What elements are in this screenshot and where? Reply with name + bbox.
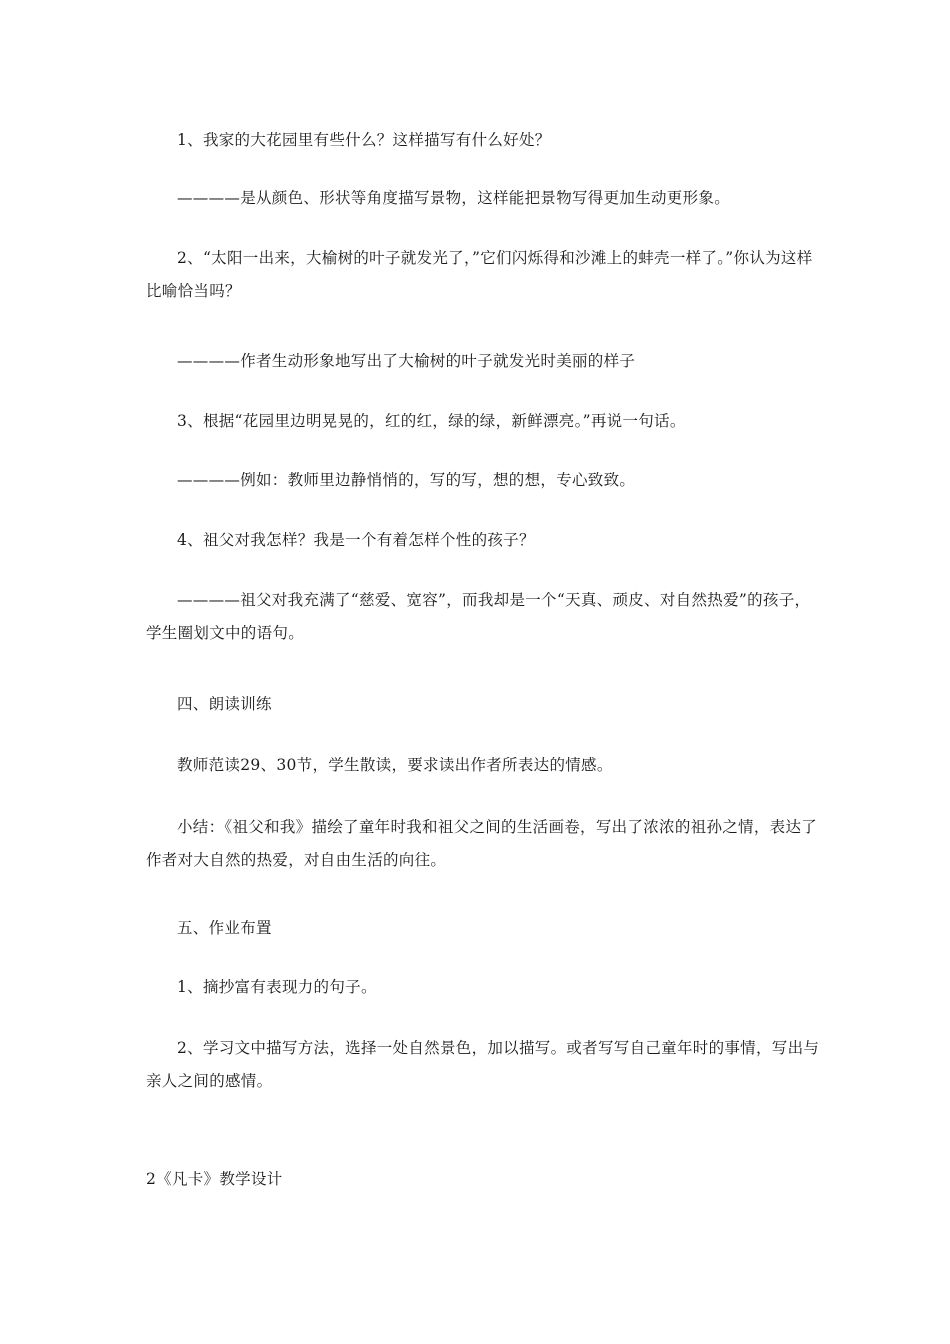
question-1: 1、我家的大花园里有些什么？这样描写有什么好处？ [177,131,551,149]
answer-2: ————作者生动形象地写出了大榆树的叶子就发光时美丽的样子 [177,352,636,370]
question-2: 2、“太阳一出来，大榆树的叶子就发光了，”它们闪烁得和沙滩上的蚌壳一样了。”你认为这样比喻恰当吗？ [146,249,813,300]
homework-item-2: 2、学习文中描写方法，选择一处自然景色，加以描写。或者写写自己童年时的事情，写出与亲人之间的感情。 [146,1039,820,1090]
answer-1: ————是从颜色、形状等角度描写景物，这样能把景物写得更加生动更形象。 [177,189,731,207]
answer-3: ————例如：教师里边静悄悄的，写的写，想的想，专心致致。 [177,471,636,489]
next-lesson-title: 2《凡卡》教学设计 [146,1170,283,1188]
section-heading-homework: 五、作业布置 [177,919,272,937]
answer-4: ————祖父对我充满了“慈爱、宽容”，而我却是一个“天真、顽皮、对自然热爱”的孩子，学生圈划文中的语句。 [146,591,811,642]
homework-item-1: 1、摘抄富有表现力的句子。 [177,978,377,996]
question-4: 4、祖父对我怎样？我是一个有着怎样个性的孩子？ [177,531,535,549]
section-heading-reading: 四、朗读训练 [177,695,272,713]
reading-instruction: 教师范读29、30节，学生散读，要求读出作者所表达的情感。 [177,756,613,774]
summary-paragraph: 小结：《祖父和我》描绘了童年时我和祖父之间的生活画卷，写出了浓浓的祖孙之情，表达了作者对大自然的热爱，对自由生活的向往。 [146,818,818,869]
question-3: 3、根据“花园里边明晃晃的，红的红，绿的绿，新鲜漂亮。”再说一句话。 [177,412,686,430]
